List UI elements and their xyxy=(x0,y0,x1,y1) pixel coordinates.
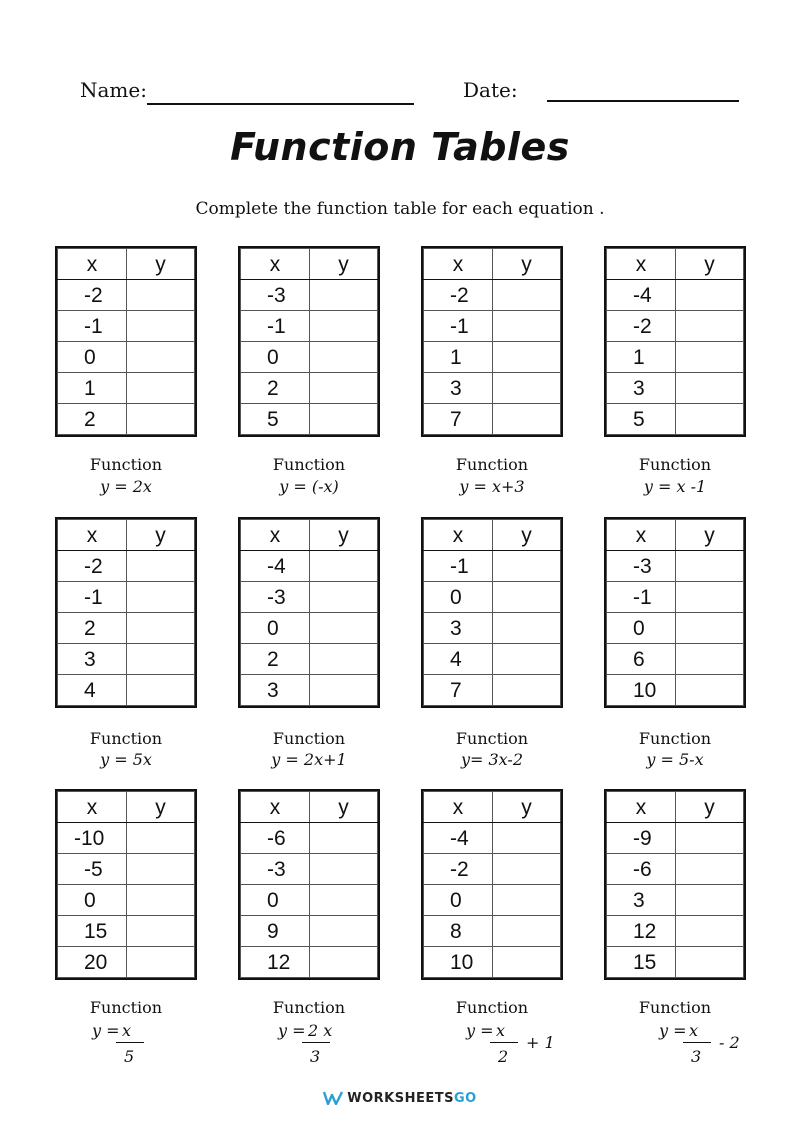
fraction-bar xyxy=(302,1042,330,1043)
y-answer-cell[interactable] xyxy=(676,551,744,582)
y-answer-cell[interactable] xyxy=(676,854,744,885)
function-equation: y = (-x) xyxy=(279,477,339,496)
table-row xyxy=(607,916,744,947)
name-label: Name: xyxy=(80,78,147,102)
x-value-cell: -4 xyxy=(424,823,493,854)
table-row xyxy=(241,280,378,311)
instruction-text: Complete the function table for each equation . xyxy=(195,199,605,219)
function-label: Function xyxy=(638,455,712,474)
table-row xyxy=(58,854,195,885)
y-answer-cell[interactable] xyxy=(127,885,195,916)
table-row xyxy=(58,644,195,675)
function-table-2 xyxy=(238,246,380,437)
y-answer-cell[interactable] xyxy=(493,613,561,644)
x-column-header: x xyxy=(607,249,676,280)
x-value-cell: -1 xyxy=(58,582,127,613)
x-value-cell: -3 xyxy=(241,280,310,311)
y-answer-cell[interactable] xyxy=(493,404,561,435)
function-equation-fraction xyxy=(604,1021,746,1069)
table-row xyxy=(607,947,744,978)
function-label: Function xyxy=(89,998,163,1017)
x-value-cell: 2 xyxy=(58,404,127,435)
x-value-cell: 1 xyxy=(58,373,127,404)
y-answer-cell[interactable] xyxy=(676,342,744,373)
table-row xyxy=(607,311,744,342)
table-row xyxy=(607,551,744,582)
function-table-4 xyxy=(604,246,746,437)
x-value-cell: -2 xyxy=(58,280,127,311)
table-row xyxy=(424,373,561,404)
y-answer-cell[interactable] xyxy=(310,404,378,435)
x-value-cell: -1 xyxy=(424,311,493,342)
table-row xyxy=(58,342,195,373)
x-column-header: x xyxy=(58,249,127,280)
footer-brand xyxy=(0,1091,800,1109)
y-answer-cell[interactable] xyxy=(676,675,744,706)
y-answer-cell[interactable] xyxy=(676,613,744,644)
x-value-cell: -10 xyxy=(58,823,127,854)
y-column-header: y xyxy=(310,520,378,551)
x-value-cell: 3 xyxy=(607,373,676,404)
y-answer-cell[interactable] xyxy=(310,342,378,373)
date-label: Date: xyxy=(463,78,518,102)
y-answer-cell[interactable] xyxy=(127,551,195,582)
equation-den: 3 xyxy=(310,1047,321,1066)
y-column-header: y xyxy=(310,249,378,280)
y-answer-cell[interactable] xyxy=(310,644,378,675)
x-value-cell: 1 xyxy=(424,342,493,373)
y-answer-cell[interactable] xyxy=(676,947,744,978)
function-equation: y = 2x+1 xyxy=(271,750,347,769)
y-answer-cell[interactable] xyxy=(493,675,561,706)
function-label: Function xyxy=(89,729,163,748)
y-answer-cell[interactable] xyxy=(310,947,378,978)
table-row xyxy=(241,373,378,404)
table-row xyxy=(607,613,744,644)
y-answer-cell[interactable] xyxy=(127,280,195,311)
y-answer-cell[interactable] xyxy=(676,823,744,854)
x-value-cell: 20 xyxy=(58,947,127,978)
y-answer-cell[interactable] xyxy=(127,823,195,854)
x-value-cell: 10 xyxy=(607,675,676,706)
table-row xyxy=(241,675,378,706)
table-row xyxy=(241,404,378,435)
y-answer-cell[interactable] xyxy=(493,582,561,613)
function-table-6 xyxy=(238,517,380,708)
y-answer-cell[interactable] xyxy=(127,916,195,947)
y-column-header: y xyxy=(493,520,561,551)
y-answer-cell[interactable] xyxy=(493,644,561,675)
table-row xyxy=(607,675,744,706)
function-label: Function xyxy=(89,455,163,474)
x-value-cell: 0 xyxy=(241,613,310,644)
function-equation-fraction xyxy=(421,1021,563,1069)
x-value-cell: 15 xyxy=(58,916,127,947)
x-column-header: x xyxy=(607,792,676,823)
table-row xyxy=(424,311,561,342)
x-value-cell: -2 xyxy=(607,311,676,342)
x-value-cell: 3 xyxy=(424,613,493,644)
x-value-cell: 7 xyxy=(424,404,493,435)
y-answer-cell[interactable] xyxy=(127,404,195,435)
table-row xyxy=(241,311,378,342)
function-table-7 xyxy=(421,517,563,708)
x-value-cell: 1 xyxy=(607,342,676,373)
x-value-cell: 12 xyxy=(241,947,310,978)
page-title: Function Tables xyxy=(230,125,570,169)
x-value-cell: 0 xyxy=(241,342,310,373)
y-answer-cell[interactable] xyxy=(310,613,378,644)
function-label: Function xyxy=(272,729,346,748)
x-value-cell: 8 xyxy=(424,916,493,947)
y-answer-cell[interactable] xyxy=(127,613,195,644)
function-table-10 xyxy=(238,789,380,980)
function-table-9 xyxy=(55,789,197,980)
table-row xyxy=(58,613,195,644)
y-answer-cell[interactable] xyxy=(127,644,195,675)
y-answer-cell[interactable] xyxy=(310,311,378,342)
function-equation-fraction xyxy=(55,1021,197,1069)
table-row xyxy=(424,885,561,916)
y-answer-cell[interactable] xyxy=(676,280,744,311)
x-column-header: x xyxy=(424,792,493,823)
x-value-cell: 0 xyxy=(241,885,310,916)
table-row xyxy=(58,404,195,435)
x-value-cell: -6 xyxy=(607,854,676,885)
table-row xyxy=(424,280,561,311)
x-value-cell: 3 xyxy=(58,644,127,675)
y-answer-cell[interactable] xyxy=(493,854,561,885)
function-equation-fraction xyxy=(238,1021,380,1069)
function-label: Function xyxy=(638,729,712,748)
y-answer-cell[interactable] xyxy=(127,342,195,373)
equation-num: x xyxy=(689,1021,699,1040)
y-answer-cell[interactable] xyxy=(127,311,195,342)
table-row xyxy=(424,823,561,854)
x-value-cell: -1 xyxy=(58,311,127,342)
table-row xyxy=(58,373,195,404)
x-value-cell: 2 xyxy=(58,613,127,644)
table-row xyxy=(424,854,561,885)
y-answer-cell[interactable] xyxy=(493,311,561,342)
table-row xyxy=(58,582,195,613)
y-answer-cell[interactable] xyxy=(310,280,378,311)
x-value-cell: 5 xyxy=(607,404,676,435)
y-answer-cell[interactable] xyxy=(493,885,561,916)
x-value-cell: 2 xyxy=(241,644,310,675)
table-row xyxy=(58,311,195,342)
equation-num: x xyxy=(496,1021,506,1040)
y-column-header: y xyxy=(310,792,378,823)
x-value-cell: -2 xyxy=(424,854,493,885)
equation-lhs: y = xyxy=(466,1021,494,1040)
y-answer-cell[interactable] xyxy=(676,404,744,435)
table-row xyxy=(241,551,378,582)
fraction-bar xyxy=(116,1042,144,1043)
x-value-cell: 6 xyxy=(607,644,676,675)
y-answer-cell[interactable] xyxy=(676,582,744,613)
x-value-cell: -4 xyxy=(607,280,676,311)
x-value-cell: -2 xyxy=(424,280,493,311)
name-line[interactable] xyxy=(147,103,414,105)
table-row xyxy=(241,947,378,978)
x-value-cell: 15 xyxy=(607,947,676,978)
function-label: Function xyxy=(638,998,712,1017)
x-value-cell: 7 xyxy=(424,675,493,706)
equation-num: x xyxy=(122,1021,132,1040)
x-value-cell: -4 xyxy=(241,551,310,582)
table-row xyxy=(607,404,744,435)
x-value-cell: -6 xyxy=(241,823,310,854)
y-answer-cell[interactable] xyxy=(676,916,744,947)
table-row xyxy=(607,373,744,404)
y-column-header: y xyxy=(493,792,561,823)
x-value-cell: 12 xyxy=(607,916,676,947)
y-answer-cell[interactable] xyxy=(676,311,744,342)
function-equation: y = 2x xyxy=(100,477,152,496)
y-column-header: y xyxy=(676,520,744,551)
function-equation: y = 5-x xyxy=(646,750,704,769)
table-row xyxy=(424,644,561,675)
table-row xyxy=(58,947,195,978)
x-value-cell: 10 xyxy=(424,947,493,978)
y-answer-cell[interactable] xyxy=(127,675,195,706)
table-row xyxy=(424,947,561,978)
equation-den: 5 xyxy=(124,1047,135,1066)
table-row xyxy=(424,342,561,373)
table-row xyxy=(424,404,561,435)
y-answer-cell[interactable] xyxy=(310,675,378,706)
x-value-cell: 2 xyxy=(241,373,310,404)
x-value-cell: -9 xyxy=(607,823,676,854)
equation-tail: + 1 xyxy=(526,1033,555,1052)
table-row xyxy=(424,675,561,706)
y-answer-cell[interactable] xyxy=(310,823,378,854)
y-answer-cell[interactable] xyxy=(493,342,561,373)
x-value-cell: 0 xyxy=(424,885,493,916)
function-equation: y = x -1 xyxy=(643,477,707,496)
x-value-cell: -1 xyxy=(424,551,493,582)
x-column-header: x xyxy=(241,520,310,551)
y-column-header: y xyxy=(676,249,744,280)
y-answer-cell[interactable] xyxy=(310,885,378,916)
x-value-cell: 3 xyxy=(607,885,676,916)
worksheetsgo-logo-icon xyxy=(323,1091,343,1109)
table-row xyxy=(241,885,378,916)
function-label: Function xyxy=(455,998,529,1017)
y-answer-cell[interactable] xyxy=(493,823,561,854)
fraction-bar xyxy=(490,1042,518,1043)
table-row xyxy=(58,823,195,854)
x-value-cell: -3 xyxy=(241,582,310,613)
function-table-1 xyxy=(55,246,197,437)
table-row xyxy=(58,675,195,706)
table-row xyxy=(241,916,378,947)
x-column-header: x xyxy=(607,520,676,551)
x-value-cell: 3 xyxy=(241,675,310,706)
function-label: Function xyxy=(455,729,529,748)
y-answer-cell[interactable] xyxy=(676,644,744,675)
x-value-cell: -5 xyxy=(58,854,127,885)
table-row xyxy=(607,854,744,885)
equation-den: 2 xyxy=(498,1047,509,1066)
x-column-header: x xyxy=(58,520,127,551)
y-answer-cell[interactable] xyxy=(493,280,561,311)
table-row xyxy=(607,342,744,373)
y-answer-cell[interactable] xyxy=(127,947,195,978)
table-row xyxy=(424,582,561,613)
table-row xyxy=(424,613,561,644)
table-row xyxy=(607,644,744,675)
function-equation: y = x+3 xyxy=(459,477,525,496)
y-answer-cell[interactable] xyxy=(127,582,195,613)
x-column-header: x xyxy=(424,249,493,280)
equation-num: 2 x xyxy=(308,1021,333,1040)
x-value-cell: 5 xyxy=(241,404,310,435)
y-answer-cell[interactable] xyxy=(310,916,378,947)
table-row xyxy=(241,342,378,373)
y-answer-cell[interactable] xyxy=(493,551,561,582)
function-label: Function xyxy=(272,998,346,1017)
function-label: Function xyxy=(272,455,346,474)
x-value-cell: 0 xyxy=(424,582,493,613)
x-column-header: x xyxy=(241,249,310,280)
y-column-header: y xyxy=(127,520,195,551)
x-column-header: x xyxy=(424,520,493,551)
function-table-5 xyxy=(55,517,197,708)
y-answer-cell[interactable] xyxy=(493,373,561,404)
x-value-cell: -1 xyxy=(241,311,310,342)
table-row xyxy=(241,582,378,613)
table-row xyxy=(607,823,744,854)
x-value-cell: -3 xyxy=(607,551,676,582)
y-column-header: y xyxy=(127,249,195,280)
function-label: Function xyxy=(455,455,529,474)
table-row xyxy=(607,280,744,311)
table-row xyxy=(241,613,378,644)
function-table-8 xyxy=(604,517,746,708)
y-answer-cell[interactable] xyxy=(127,854,195,885)
function-equation: y= 3x-2 xyxy=(460,750,524,769)
table-row xyxy=(241,644,378,675)
function-table-12 xyxy=(604,789,746,980)
brand-worksheets: WORKSHEETS xyxy=(347,1091,454,1106)
function-table-11 xyxy=(421,789,563,980)
table-row xyxy=(58,885,195,916)
table-row xyxy=(241,823,378,854)
table-row xyxy=(607,885,744,916)
function-equation: y = 5x xyxy=(100,750,152,769)
brand-go: GO xyxy=(453,1091,477,1106)
fraction-bar xyxy=(683,1042,711,1043)
equation-den: 3 xyxy=(691,1047,702,1066)
y-answer-cell[interactable] xyxy=(676,885,744,916)
x-value-cell: 4 xyxy=(424,644,493,675)
equation-lhs: y = xyxy=(659,1021,687,1040)
y-answer-cell[interactable] xyxy=(310,582,378,613)
x-value-cell: -3 xyxy=(241,854,310,885)
y-answer-cell[interactable] xyxy=(310,373,378,404)
x-value-cell: 0 xyxy=(58,342,127,373)
date-line[interactable] xyxy=(547,100,739,102)
equation-tail: - 2 xyxy=(719,1033,740,1052)
x-value-cell: 0 xyxy=(607,613,676,644)
y-answer-cell[interactable] xyxy=(310,854,378,885)
y-answer-cell[interactable] xyxy=(127,373,195,404)
y-answer-cell[interactable] xyxy=(493,916,561,947)
y-column-header: y xyxy=(493,249,561,280)
y-answer-cell[interactable] xyxy=(493,947,561,978)
y-answer-cell[interactable] xyxy=(676,373,744,404)
y-column-header: y xyxy=(127,792,195,823)
equation-lhs: y = xyxy=(92,1021,120,1040)
x-column-header: x xyxy=(241,792,310,823)
x-value-cell: -1 xyxy=(607,582,676,613)
x-value-cell: 0 xyxy=(58,885,127,916)
equation-lhs: y = xyxy=(278,1021,306,1040)
table-row xyxy=(241,854,378,885)
y-answer-cell[interactable] xyxy=(310,551,378,582)
x-value-cell: 4 xyxy=(58,675,127,706)
table-row xyxy=(58,551,195,582)
table-row xyxy=(607,582,744,613)
x-value-cell: 9 xyxy=(241,916,310,947)
table-row xyxy=(424,551,561,582)
function-table-3 xyxy=(421,246,563,437)
table-row xyxy=(58,916,195,947)
table-row xyxy=(58,280,195,311)
x-value-cell: 3 xyxy=(424,373,493,404)
x-value-cell: -2 xyxy=(58,551,127,582)
x-column-header: x xyxy=(58,792,127,823)
table-row xyxy=(424,916,561,947)
y-column-header: y xyxy=(676,792,744,823)
